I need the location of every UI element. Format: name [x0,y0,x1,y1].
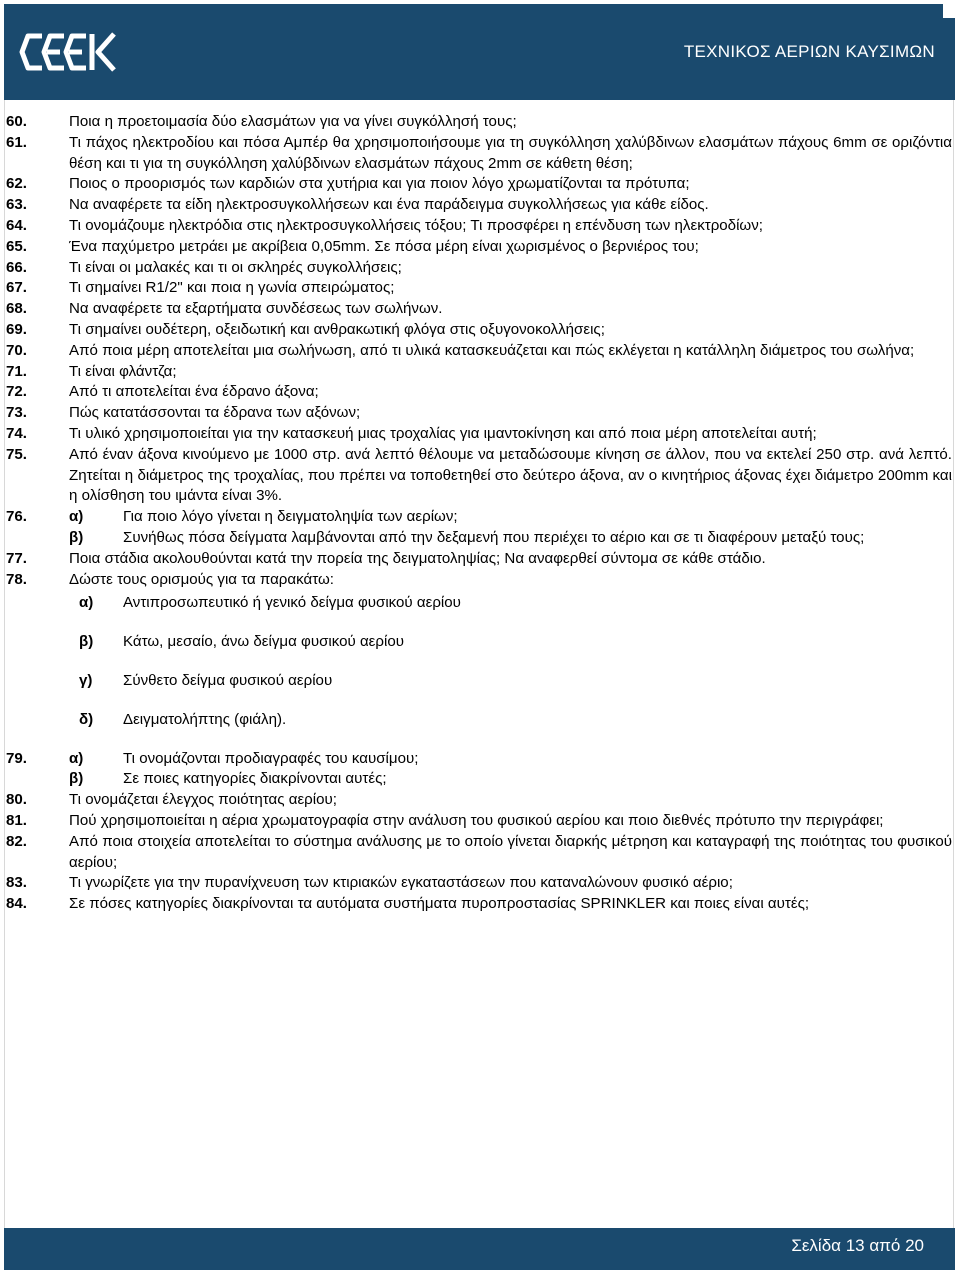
question-item [6,258,952,279]
question-number: 68. [6,300,27,318]
question-number: 84. [6,895,27,913]
question-number: 60. [6,113,27,130]
subquestion-label: α) [69,508,84,526]
question-item [6,195,952,216]
question-76 [6,507,952,549]
question-number: 80. [6,791,27,809]
question-text: Να αναφέρετε τα είδη ηλεκτροσυγκολλήσεων και ένα παράδειγμα συγκολλήσεως για κάθε είδος. [69,196,709,214]
question-item [6,362,952,383]
definition-text: Σύνθετο δείγμα φυσικού αερίου [123,671,333,689]
definition-item-b [69,632,952,653]
question-number: 83. [6,874,27,892]
definition-label: γ) [79,671,93,689]
question-number: 70. [6,341,27,359]
definition-label: α) [79,594,94,612]
question-text: Να αναφέρετε τα εξαρτήματα συνδέσεως των σωλήνων. [69,300,443,318]
question-number: 74. [6,424,27,442]
question-number: 69. [6,320,27,338]
subquestion-text: Συνήθως πόσα δείγματα λαμβάνονται από την δεξαμενή που περιέχει το αέριο και σε τι διαφέρουν μεταξύ τους; [123,528,865,546]
definition-text: Κάτω, μεσαίο, άνω δείγμα φυσικού αερίου [123,633,404,651]
question-item [6,133,952,175]
subquestion-a [69,749,952,770]
logo-text: CEEK [18,28,21,29]
question-text: Πού χρησιμοποιείται η αέρια χρωματογραφία στην ανάλυση του φυσικού αερίου και ποιο διεθνές πρότυπο την περιγράφει; [69,811,884,829]
question-text: Ποια στάδια ακολουθούνται κατά την πορεία της δειγματοληψίας; Να αναφερθεί σύντομα σε κάθε στάδιο. [69,549,766,567]
question-text: Τι είναι οι μαλακές και τι οι σκληρές συγκολλήσεις; [69,258,402,276]
question-number: 81. [6,811,27,829]
logo-letter-c [22,36,42,68]
question-item [6,320,952,341]
question-number: 65. [6,237,27,255]
question-text: Σε πόσες κατηγορίες διακρίνονται τα αυτόματα συστήματα πυροπροστασίας SPRINKLER και ποιες είναι αυτές; [69,895,810,913]
question-number: 64. [6,216,27,234]
question-item [6,382,952,403]
question-text: Ποια η προετοιμασία δύο ελασμάτων για να γίνει συγκόλλησή τους; [69,113,517,130]
question-number: 77. [6,549,27,567]
document-title: ΤΕΧΝΙΚΟΣ ΑΕΡΙΩΝ ΚΑΥΣΙΜΩΝ [683,42,935,61]
question-item [6,216,952,237]
question-number: 61. [6,133,27,151]
question-item [6,873,952,894]
definition-item-d [69,710,952,731]
definition-label: β) [79,633,94,651]
question-79 [6,749,952,791]
definition-item-a [69,593,952,614]
subquestion-label: β) [69,770,84,788]
subquestion-b [69,528,952,549]
question-text: Τι ονομάζεται έλεγχος ποιότητας αερίου; [69,791,337,809]
question-number: 82. [6,832,27,850]
question-body [69,749,952,791]
question-text: Από τι αποτελείται ένα έδρανο άξονα; [69,383,319,401]
subquestion-label: α) [69,749,84,767]
question-item [6,424,952,445]
question-number: 75. [6,445,27,463]
question-number: 73. [6,404,27,422]
question-body [69,570,952,749]
page-number: Σελίδα 13 από 20 [791,1236,924,1255]
subquestion-label: β) [69,528,84,546]
question-item [6,341,952,362]
definition-text: Αντιπροσωπευτικό ή γενικό δείγμα φυσικού αερίου [123,594,461,612]
question-number: 79. [6,749,27,767]
question-number: 71. [6,362,27,380]
question-text: Πώς κατατάσσονται τα έδρανα των αξόνων; [69,404,361,422]
question-number: 67. [6,279,27,297]
question-number: 76. [6,508,27,526]
logo-letter-e2 [66,36,86,68]
question-text: Από ποια στοιχεία αποτελείται το σύστημα ανάλυσης με το οποίο γίνεται διαρκής μέτρηση και καταγραφή της ποιότητας του φυσικού αερίου; [69,832,952,871]
definition-text: Δειγματολήπτης (φιάλη). [123,710,287,728]
question-number: 72. [6,383,27,401]
subquestion-text: Σε ποιες κατηγορίες διακρίνονται αυτές; [123,770,387,788]
question-number: 63. [6,196,27,214]
question-item [6,445,952,507]
definition-list [69,593,952,730]
question-text: Ποιος ο προορισμός των καρδιών στα χυτήρια και για ποιον λόγο χρωματίζονται τα πρότυπα; [69,175,690,193]
question-body [69,507,952,549]
question-text: Δώστε τους ορισμούς για τα παρακάτω: [69,570,334,588]
question-item [6,832,952,874]
definition-label: δ) [79,710,94,728]
definition-item-c [69,671,952,692]
question-text: Τι ονομάζουμε ηλεκτρόδια στις ηλεκτροσυγκολλήσεις τόξου; Τι προσφέρει η επένδυση των ηλεκτροδίων; [69,216,763,234]
subquestion-b [69,769,952,790]
subquestion-a [69,507,952,528]
question-number: 62. [6,175,27,193]
question-list [6,112,952,915]
header-corner [943,4,955,18]
question-text: Από ποια μέρη αποτελείται μια σωλήνωση, από τι υλικά κατασκευάζεται και πώς εκλέγεται η κατάλληλη διάμετρος του σωλήνα; [69,341,915,359]
question-item [6,299,952,320]
logo-letter-k [92,34,114,70]
question-item [6,112,952,133]
question-number: 66. [6,258,27,276]
question-text: Τι γνωρίζετε για την πυρανίχνευση των κτιριακών εγκαταστάσεων που καταναλώνουν φυσικό αέριο; [69,874,733,892]
question-item [6,237,952,258]
question-item [6,174,952,195]
question-text: Ένα παχύμετρο μετράει με ακρίβεια 0,05mm. Σε πόσα μέρη είναι χωρισμένος ο βερνιέρος του; [69,237,699,255]
question-text: Από έναν άξονα κινούμενο με 1000 στρ. ανά λεπτό θέλουμε να μεταδώσουμε κίνηση σε άλλον, που να εκτελεί 250 στρ. ανά λεπτό. Ζητείται η διάμετρος της τροχαλίας, που πρέπει να τοποθετηθεί στο δεύτερο άξονα, αν ο κινητήριος άξονας έχει διάμετρο 200mm και η ολίσθηση του ιμάντα είναι 3%. [69,445,952,505]
question-item [6,278,952,299]
question-group-80-84 [6,790,952,915]
subquestion-text: Για ποιο λόγο γίνεται η δειγματοληψία των αερίων; [123,508,458,526]
question-78 [6,570,952,749]
question-text: Τι σημαίνει ουδέτερη, οξειδωτική και ανθρακωτική φλόγα στις οξυγονοκολλήσεις; [69,320,605,338]
question-text: Τι πάχος ηλεκτροδίου και πόσα Αμπέρ θα χρησιμοποιήσουμε για τη συγκόλληση χαλύβδινων ελασμάτων πάχους 6mm σε οριζόντια θέση και τι για τη συγκόλληση χαλύβδινων ελασμάτων πάχους 2mm σε κάθετη θέση; [69,133,952,172]
question-item [6,811,952,832]
question-text: Τι υλικό χρησιμοποιείται για την κατασκευή μιας τροχαλίας για ιμαντοκίνηση και από ποια μέρη αποτελείται αυτή; [69,424,817,442]
ceek-logo [18,28,118,76]
question-item [6,790,952,811]
question-text: Τι είναι φλάντζα; [69,362,177,380]
question-item [6,403,952,424]
question-item [6,894,952,915]
question-text: Τι σημαίνει R1/2" και ποια η γωνία σπειρώματος; [69,279,395,297]
question-number: 78. [6,570,27,588]
logo-letter-e1 [44,36,64,68]
subquestion-text: Τι ονομάζονται προδιαγραφές του καυσίμου; [123,749,419,767]
question-group-60-75 [6,112,952,507]
question-77 [6,549,952,570]
